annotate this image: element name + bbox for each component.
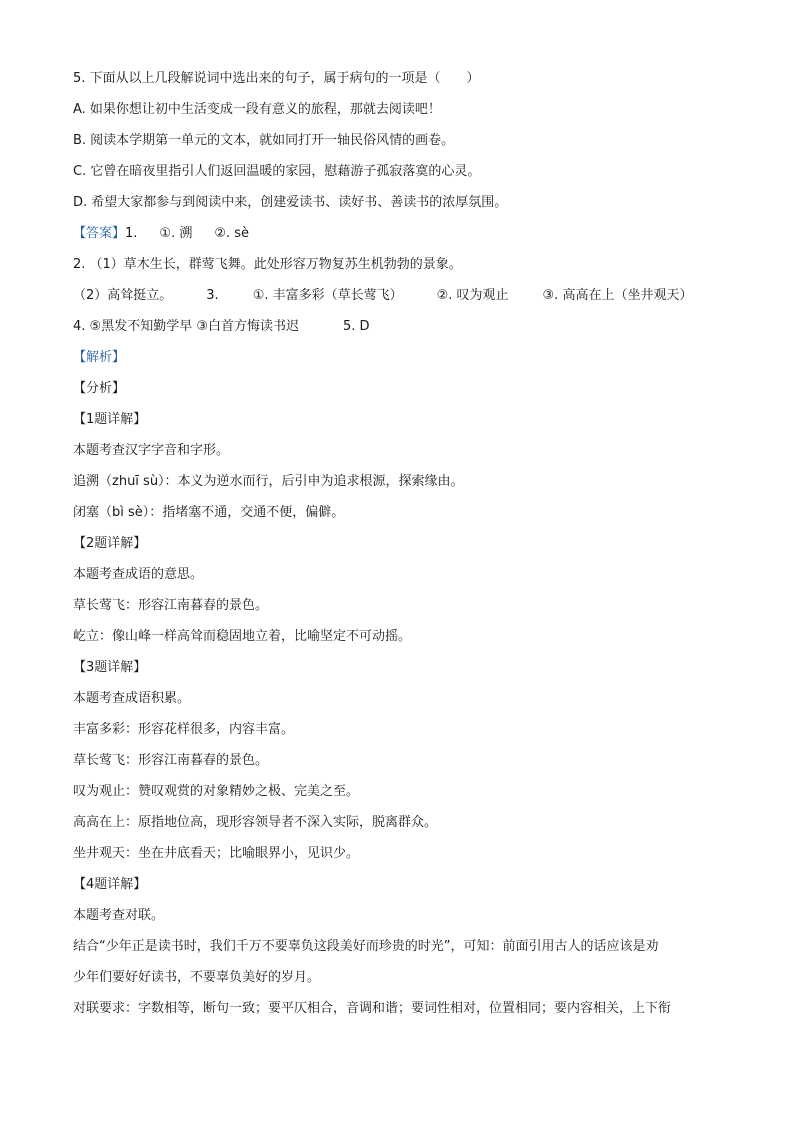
analysis-label: 【解析】 [73, 350, 126, 365]
section-3-line: 丰富多彩：形容花样很多，内容丰富。 [73, 722, 295, 737]
question-5-stem: 5. 下面从以上几段解说词中选出来的句子，属于病句的一项是（ ） [73, 71, 480, 86]
option-b: B. 阅读本学期第一单元的文本，就如同打开一轴民俗风情的画卷。 [73, 133, 455, 148]
section-2-line: 屹立：像山峰一样高耸而稳固地立着，比喻坚定不可动摇。 [73, 629, 412, 644]
section-3-line: 草长莺飞：形容江南暮春的景色。 [73, 753, 269, 768]
section-2-title: 【2题详解】 [73, 536, 147, 551]
analysis-fenxi: 【分析】 [73, 381, 126, 396]
answer-1-part-1: ①. 溯 [159, 226, 193, 241]
answer-3-part-1: ①. 丰富多彩（草长莺飞） [252, 288, 403, 303]
answer-line-2: 2. （1）草木生长，群莺飞舞。此处形容万物复苏生机勃勃的景象。 [73, 257, 462, 272]
answer-line-3 [73, 280, 723, 311]
section-3-line: 本题考查成语积累。 [73, 691, 191, 706]
answer-label: 【答案】 [73, 226, 126, 241]
answer-1-number: 1. [125, 226, 138, 241]
section-1-line: 追溯（zhuī sù）：本义为逆水而行，后引申为追求根源，探索缘由。 [73, 474, 464, 489]
answer-3-number: 3. [206, 288, 219, 303]
answer-3-part-3: ③. 高高在上（坐井观天） [542, 288, 693, 303]
answer-line-4 [73, 311, 723, 342]
section-2-line: 本题考查成语的意思。 [73, 567, 204, 582]
section-4-line: 少年们要好好读书，不要辜负美好的岁月。 [73, 970, 321, 985]
section-1-line: 闭塞（bì sè）：指堵塞不通，交通不便，偏僻。 [73, 505, 345, 520]
answer-4: 4. ⑤黑发不知勤学早 ③白首方悔读书迟 [73, 319, 299, 334]
section-4-line: 本题考查对联。 [73, 908, 165, 923]
section-1-line: 本题考查汉字字音和字形。 [73, 443, 230, 458]
document-content [73, 63, 723, 1024]
option-a: A. 如果你想让初中生活变成一段有意义的旅程，那就去阅读吧！ [73, 102, 441, 117]
section-3-title: 【3题详解】 [73, 660, 147, 675]
section-4-title: 【4题详解】 [73, 877, 147, 892]
option-d: D. 希望大家都参与到阅读中来，创建爱读书、读好书、善读书的浓厚氛围。 [73, 195, 508, 210]
section-1-title: 【1题详解】 [73, 412, 147, 427]
answer-line-1 [73, 218, 723, 249]
section-3-line: 坐井观天：坐在井底看天；比喻眼界小，见识少。 [73, 846, 360, 861]
section-3-line: 高高在上：原指地位高，现形容领导者不深入实际，脱离群众。 [73, 815, 438, 830]
answer-3-part-2: ②. 叹为观止 [436, 288, 509, 303]
section-2-line: 草长莺飞：形容江南暮春的景色。 [73, 598, 269, 613]
option-c: C. 它曾在暗夜里指引人们返回温暖的家园，慰藉游子孤寂落寞的心灵。 [73, 164, 481, 179]
section-4-line: 对联要求：字数相等，断句一致；要平仄相合，音调和谐；要词性相对，位置相同；要内容相关，上下衔 [73, 1001, 672, 1016]
answer-1-part-2: ②. sè [214, 226, 250, 241]
answer-2-part-2: （2）高耸挺立。 [73, 288, 173, 303]
section-3-line: 叹为观止：赞叹观赏的对象精妙之极、完美之至。 [73, 784, 360, 799]
answer-5: 5. D [342, 319, 370, 334]
section-4-line: 结合“少年正是读书时，我们千万不要辜负这段美好而珍贵的时光”，可知：前面引用古人的话应该是劝 [73, 939, 659, 954]
